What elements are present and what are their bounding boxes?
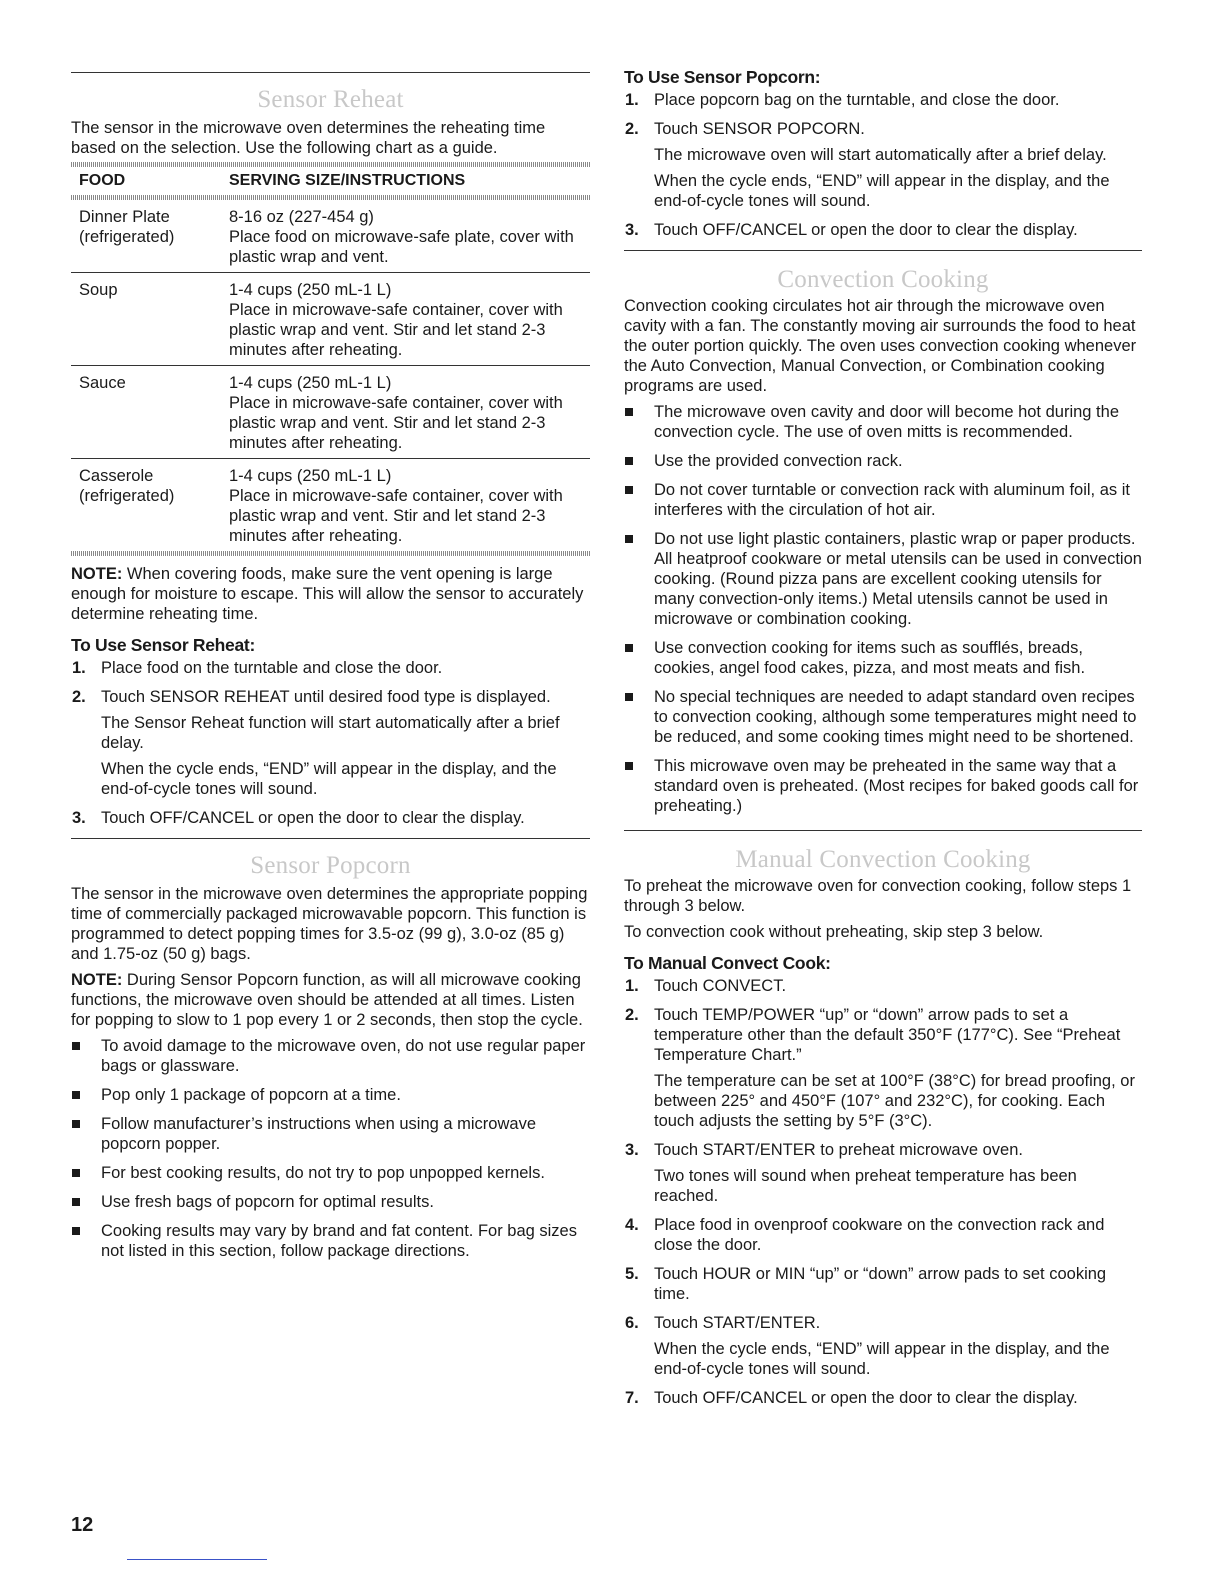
step-text: Place popcorn bag on the turntable, and close the door.: [654, 91, 1060, 109]
page-number: 12: [71, 1514, 94, 1536]
bullet-item: [624, 451, 1142, 471]
sensor-popcorn-steps: [624, 90, 1142, 240]
step-item: [624, 1215, 1142, 1255]
bullet-item: [624, 638, 1142, 678]
manual-convection-title: Manual Convection Cooking: [735, 846, 1031, 873]
step-detail: When the cycle ends, “END” will appear in the display, and the end-of-cycle tones will sound.: [654, 172, 1110, 210]
step-detail: The Sensor Reheat function will start automatically after a brief delay.: [101, 714, 560, 752]
section-divider: [71, 838, 590, 839]
note-text: During Sensor Popcorn function, as will all microwave cooking functions, the microwave oven should be attended at all times. Listen for popping to slow to 1 pop every 1 or 2 seconds, then stop the cycle.: [71, 971, 583, 1029]
step-number: 7.: [625, 1389, 639, 1407]
bullet-item: [71, 1221, 590, 1261]
food-cell: Dinner Plate (refrigerated): [71, 200, 221, 273]
food-cell: Soup: [71, 273, 221, 366]
step-text: Touch OFF/CANCEL or open the door to clear the display.: [101, 809, 525, 827]
instructions-cell: 1-4 cups (250 mL-1 L) Place in microwave-safe container, cover with plastic wrap and vent. Stir and let stand 2-3 minutes after reheating.: [229, 467, 563, 545]
step-number: 1.: [625, 91, 639, 109]
footer-line: [127, 1559, 267, 1560]
sensor-reheat-intro: The sensor in the microwave oven determines the reheating time based on the selection. Use the following chart as a guide.: [71, 119, 546, 157]
step-item: [624, 90, 1142, 110]
bullet-text: Use the provided convection rack.: [654, 452, 903, 470]
bullet-item: [624, 480, 1142, 520]
bullet-item: [624, 687, 1142, 747]
convection-cooking-title: Convection Cooking: [777, 266, 989, 293]
note-label: NOTE:: [71, 971, 123, 989]
step-detail: The microwave oven will start automatically after a brief delay.: [654, 146, 1107, 164]
step-item: [71, 808, 590, 828]
sensor-popcorn-title: Sensor Popcorn: [250, 852, 411, 879]
step-number: 4.: [625, 1216, 639, 1234]
square-bullet-icon: [625, 644, 633, 652]
table-row: [71, 273, 590, 366]
sensor-popcorn-note: [71, 970, 590, 1030]
sensor-popcorn-intro: The sensor in the microwave oven determines the appropriate popping time of commercially packaged microwavable popcorn. This function is programmed to detect popping times for 3.5-oz (99 g), 3.0-oz (85 g) and 1.75-oz (50 g) bags.: [71, 885, 588, 963]
instructions-cell: 1-4 cups (250 mL-1 L) Place in microwave-safe container, cover with plastic wrap and vent. Stir and let stand 2-3 minutes after reheating.: [221, 366, 590, 459]
bullet-item: [624, 402, 1142, 442]
step-item: [624, 119, 1142, 211]
step-detail: The temperature can be set at 100°F (38°C) for bread proofing, or between 225° and 450°F (107° and 232°C), for cooking. Each touch adjusts the setting by 5°F (3°C).: [654, 1072, 1135, 1130]
table-header-food: FOOD: [79, 172, 126, 189]
bullet-text: Cooking results may vary by brand and fat content. For bag sizes not listed in this section, follow package directions.: [101, 1222, 577, 1260]
square-bullet-icon: [625, 535, 633, 543]
square-bullet-icon: [625, 408, 633, 416]
square-bullet-icon: [72, 1091, 80, 1099]
square-bullet-icon: [625, 486, 633, 494]
sensor-popcorn-bullets: [71, 1036, 590, 1261]
step-text: Touch OFF/CANCEL or open the door to clear the display.: [654, 221, 1078, 239]
step-number: 3.: [72, 809, 86, 827]
manual-convection-steps: [624, 976, 1142, 1408]
bullet-item: [71, 1192, 590, 1212]
step-text: Touch START/ENTER to preheat microwave oven.: [654, 1141, 1023, 1159]
step-item: [71, 687, 590, 799]
table-row: [71, 459, 590, 552]
step-text: Touch SENSOR REHEAT until desired food type is displayed.: [101, 688, 551, 706]
square-bullet-icon: [72, 1042, 80, 1050]
bullet-item: [71, 1085, 590, 1105]
step-text: Place food on the turntable and close the door.: [101, 659, 443, 677]
step-number: 3.: [625, 1141, 639, 1159]
bullet-item: [71, 1114, 590, 1154]
step-text: Place food in ovenproof cookware on the convection rack and close the door.: [654, 1216, 1105, 1254]
food-cell: Sauce: [71, 366, 221, 459]
bullet-text: No special techniques are needed to adapt standard oven recipes to convection cooking, although some temperatures might need to be reduced, and some cooking times might need to be shortened.: [654, 688, 1137, 746]
instructions-cell: 1-4 cups (250 mL-1 L) Place in microwave-safe container, cover with plastic wrap and vent. Stir and let stand 2-3 minutes after reheating.: [221, 273, 590, 366]
instructions-cell: 8-16 oz (227-454 g) Place food on microwave-safe plate, cover with plastic wrap and vent.: [221, 200, 590, 273]
bullet-item: [71, 1163, 590, 1183]
step-text: Touch HOUR or MIN “up” or “down” arrow pads to set cooking time.: [654, 1265, 1107, 1303]
left-column: [71, 60, 590, 1261]
bullet-text: The microwave oven cavity and door will become hot during the convection cycle. The use of oven mitts is recommended.: [654, 403, 1119, 441]
convection-bullets: [624, 402, 1142, 816]
step-detail: When the cycle ends, “END” will appear in the display, and the end-of-cycle tones will sound.: [101, 760, 557, 798]
note-label: NOTE:: [71, 565, 123, 583]
bullet-text: Follow manufacturer’s instructions when using a microwave popcorn popper.: [101, 1115, 536, 1153]
right-column: [624, 60, 1142, 1408]
step-number: 2.: [625, 120, 639, 138]
bullet-item: [71, 1036, 590, 1076]
square-bullet-icon: [72, 1198, 80, 1206]
bullet-text: Use convection cooking for items such as soufflés, breads, cookies, angel food cakes, pizza, and most meats and fish.: [654, 639, 1086, 677]
square-bullet-icon: [625, 762, 633, 770]
bullet-text: Do not use light plastic containers, plastic wrap or paper products. All heatproof cookware or metal utensils can be used in convection cooking. (Round pizza pans are excellent cooking utensils for many convection-only items.) Metal utensils cannot be used in microwave or combination cooking.: [654, 530, 1142, 628]
square-bullet-icon: [625, 693, 633, 701]
bullet-text: Use fresh bags of popcorn for optimal results.: [101, 1193, 434, 1211]
convection-intro: Convection cooking circulates hot air through the microwave oven cavity with a fan. The constantly moving air surrounds the food to heat the outer portion quickly. The oven uses convection cooking whenever the Auto Convection, Manual Convection, or Combination cooking programs are used.: [624, 297, 1137, 395]
sensor-reheat-note: [71, 564, 590, 624]
step-text: Touch START/ENTER.: [654, 1314, 821, 1332]
step-detail: When the cycle ends, “END” will appear in the display, and the end-of-cycle tones will sound.: [654, 1340, 1110, 1378]
sensor-popcorn-howto-title: To Use Sensor Popcorn:: [624, 67, 821, 87]
bullet-text: To avoid damage to the microwave oven, do not use regular paper bags or glassware.: [101, 1037, 586, 1075]
table-header-row: [71, 167, 590, 195]
step-text: Touch SENSOR POPCORN.: [654, 120, 865, 138]
step-item: [624, 1264, 1142, 1304]
table-header-serving: SERVING SIZE/INSTRUCTIONS: [229, 172, 466, 189]
food-cell: Casserole (refrigerated): [79, 467, 175, 505]
sensor-reheat-steps: [71, 658, 590, 828]
bullet-text: Pop only 1 package of popcorn at a time.: [101, 1086, 401, 1104]
bullet-text: This microwave oven may be preheated in the same way that a standard oven is preheated. (Most recipes for baked goods call for preheating.): [654, 757, 1139, 815]
section-divider: [71, 72, 590, 73]
note-text: When covering foods, make sure the vent opening is large enough for moisture to escape. This will allow the sensor to accurately determine reheating time.: [71, 565, 584, 623]
step-number: 2.: [625, 1006, 639, 1024]
square-bullet-icon: [72, 1227, 80, 1235]
manual-convection-intro-1: To preheat the microwave oven for convection cooking, follow steps 1 through 3 below.: [624, 877, 1132, 915]
step-item: [71, 658, 590, 678]
step-text: Touch OFF/CANCEL or open the door to clear the display.: [654, 1389, 1078, 1407]
step-item: [624, 1313, 1142, 1379]
manual-convection-howto-title: To Manual Convect Cook:: [624, 953, 831, 973]
square-bullet-icon: [625, 457, 633, 465]
sensor-reheat-table: [71, 167, 590, 195]
sensor-reheat-howto-title: To Use Sensor Reheat:: [71, 635, 255, 655]
bullet-item: [624, 529, 1142, 629]
table-row: [71, 200, 590, 273]
section-divider: [624, 250, 1142, 251]
step-item: [624, 976, 1142, 996]
step-item: [624, 1388, 1142, 1408]
step-number: 2.: [72, 688, 86, 706]
step-number: 5.: [625, 1265, 639, 1283]
bullet-text: For best cooking results, do not try to pop unpopped kernels.: [101, 1164, 545, 1182]
table-row: [71, 366, 590, 459]
step-text: Touch CONVECT.: [654, 977, 787, 995]
step-item: [624, 1140, 1142, 1206]
square-bullet-icon: [72, 1120, 80, 1128]
manual-convection-intro-2: To convection cook without preheating, skip step 3 below.: [624, 923, 1044, 941]
step-number: 1.: [625, 977, 639, 995]
step-text: Touch TEMP/POWER “up” or “down” arrow pads to set a temperature other than the default 350°F (177°C). See “Preheat Temperature Chart.”: [654, 1006, 1121, 1064]
step-number: 6.: [625, 1314, 639, 1332]
bullet-item: [624, 756, 1142, 816]
square-bullet-icon: [72, 1169, 80, 1177]
sensor-reheat-table-body: [71, 200, 590, 551]
section-divider: [624, 830, 1142, 831]
step-number: 1.: [72, 659, 86, 677]
step-number: 3.: [625, 221, 639, 239]
step-item: [624, 1005, 1142, 1131]
step-item: [624, 220, 1142, 240]
step-detail: Two tones will sound when preheat temperature has been reached.: [654, 1167, 1077, 1205]
bullet-text: Do not cover turntable or convection rack with aluminum foil, as it interferes with the circulation of hot air.: [654, 481, 1130, 519]
sensor-reheat-title: Sensor Reheat: [257, 86, 404, 113]
table-bottom-border: [71, 551, 590, 556]
